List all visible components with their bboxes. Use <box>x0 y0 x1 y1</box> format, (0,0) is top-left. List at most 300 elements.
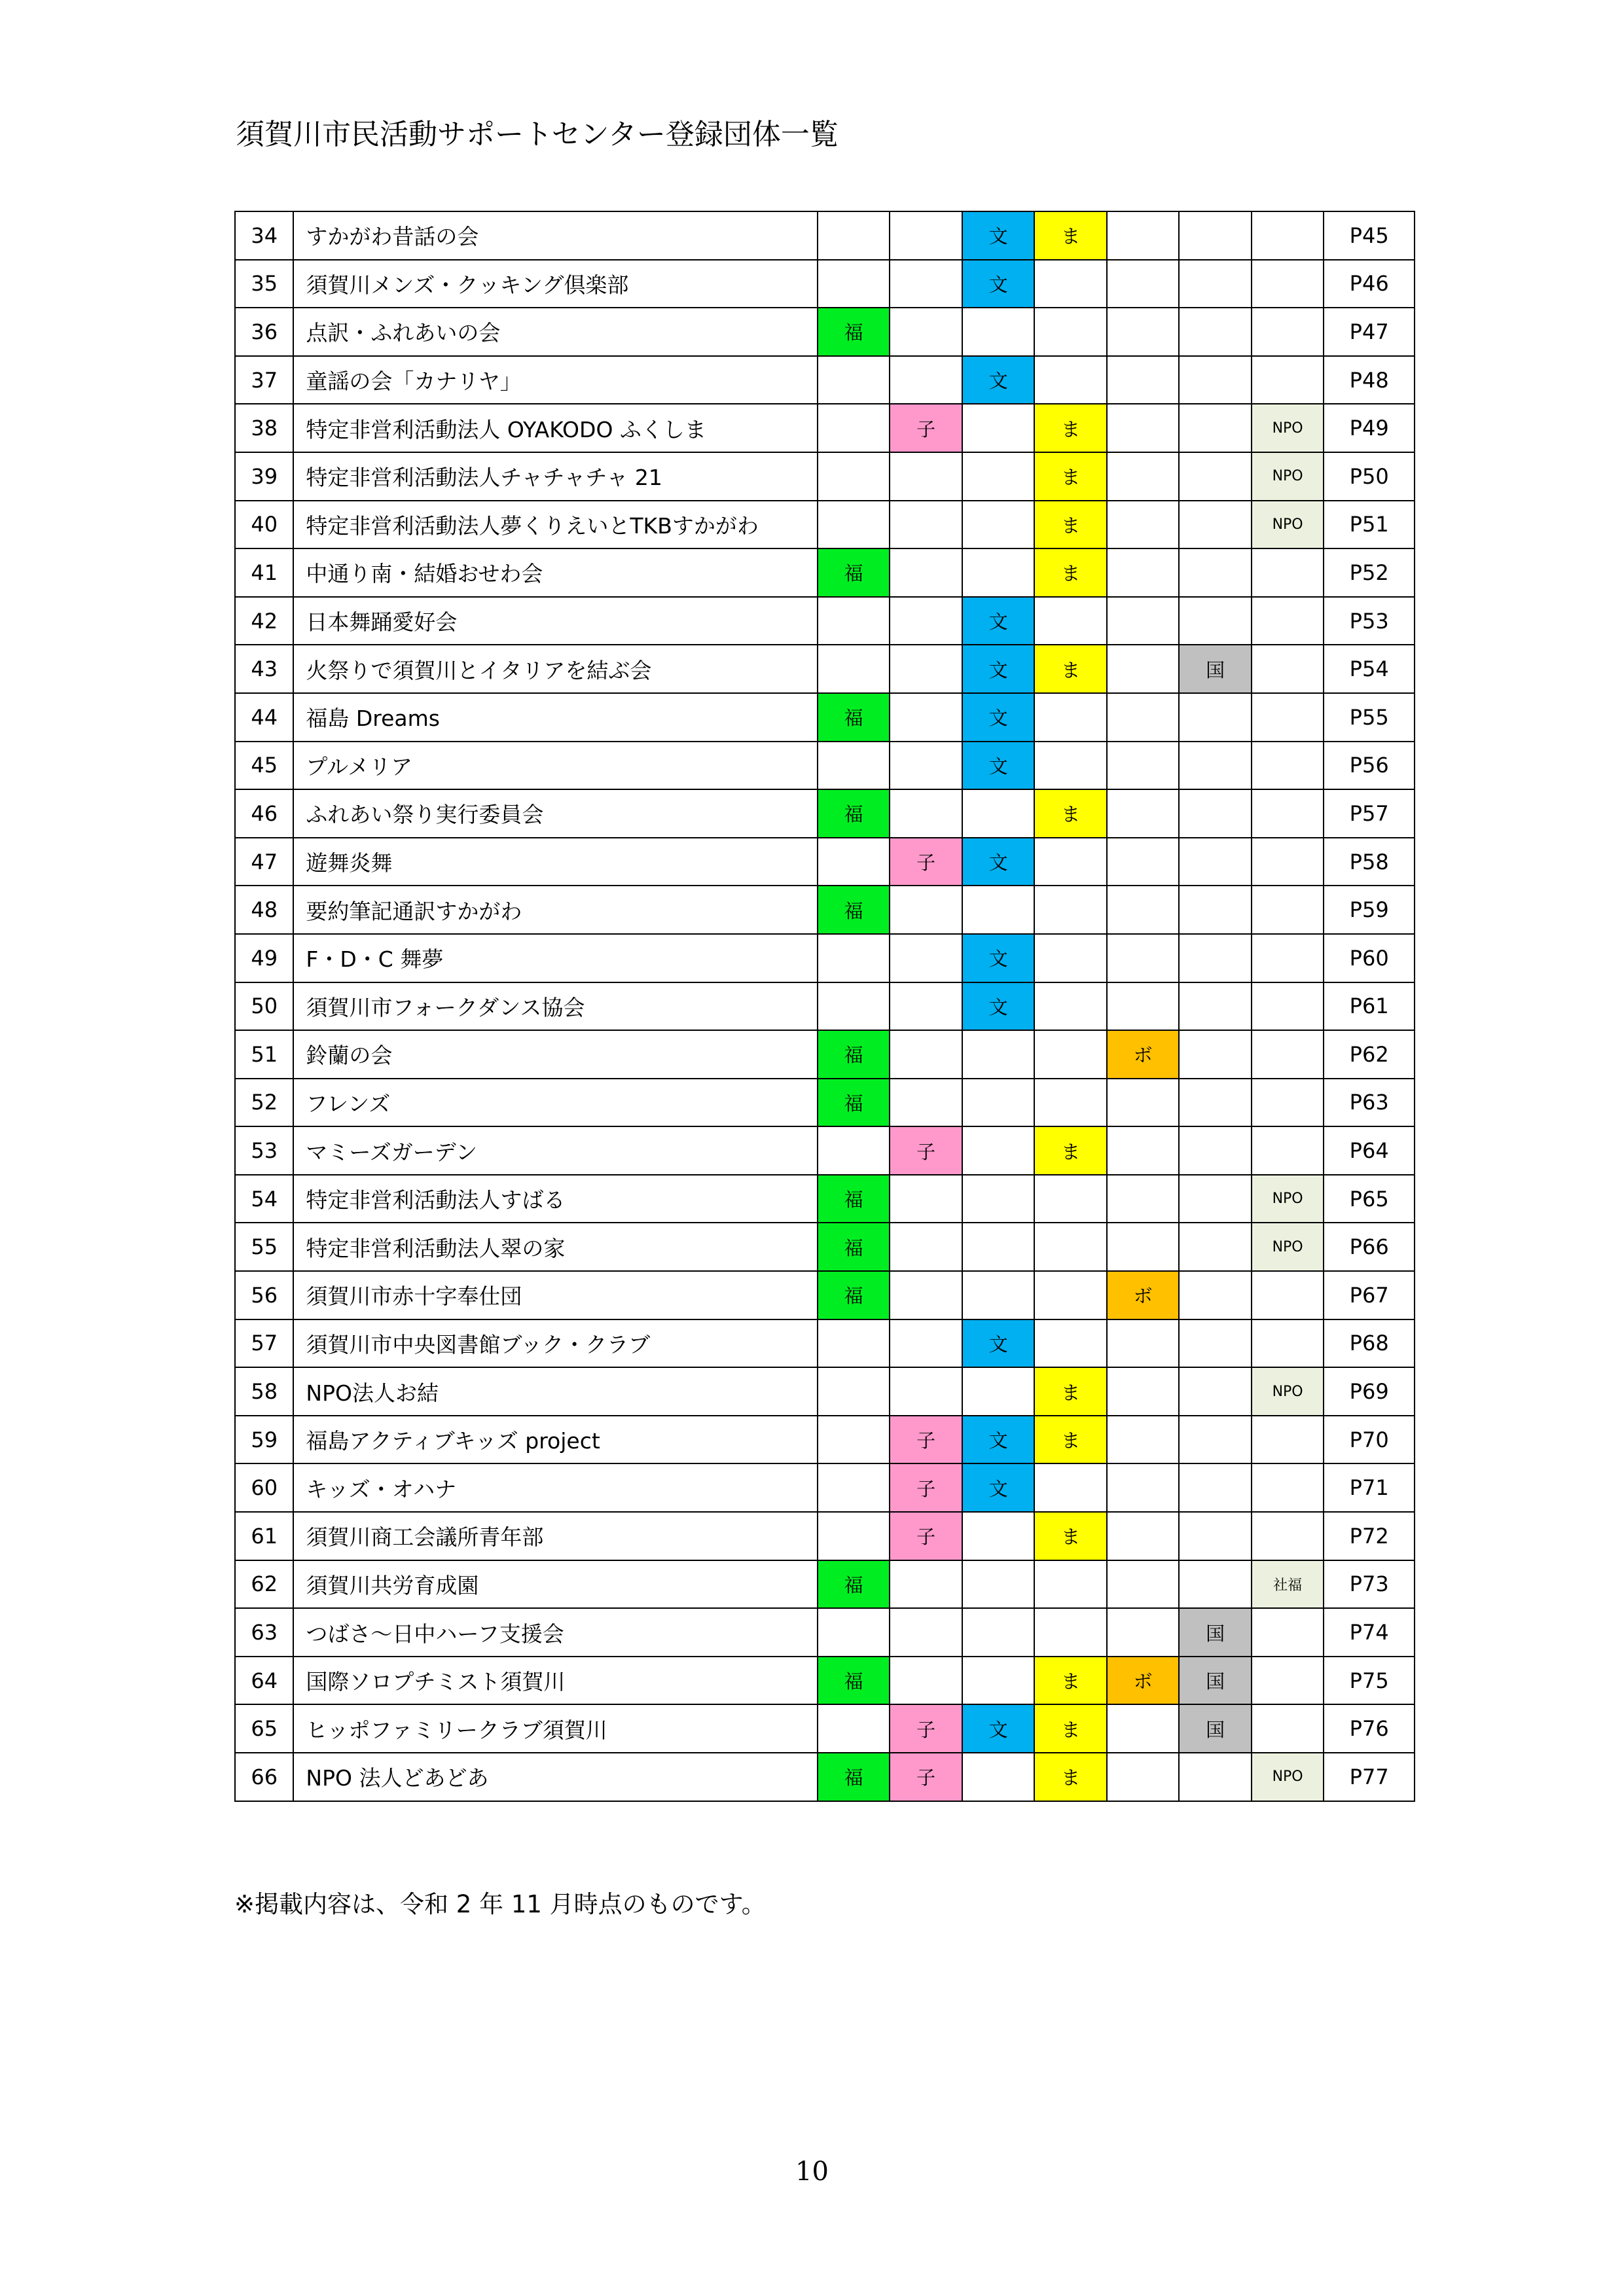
page-reference: P48 <box>1324 356 1415 404</box>
category-cell <box>962 1560 1034 1609</box>
category-cell <box>1179 886 1251 934</box>
category-cell: 文 <box>962 1416 1034 1464</box>
page-reference: P45 <box>1324 211 1415 260</box>
category-cell: NPO <box>1252 501 1324 549</box>
category-cell <box>1107 1560 1179 1609</box>
category-cell: 福 <box>818 548 890 597</box>
group-name: 遊舞炎舞 <box>293 838 818 886</box>
category-cell <box>1179 404 1251 452</box>
page-reference: P67 <box>1324 1271 1415 1319</box>
row-number: 49 <box>235 934 293 982</box>
category-cell <box>1034 1560 1106 1609</box>
category-cell: 国 <box>1179 645 1251 693</box>
group-name: 鈴蘭の会 <box>293 1030 818 1079</box>
category-cell <box>1179 1126 1251 1175</box>
page-reference: P64 <box>1324 1126 1415 1175</box>
category-cell <box>1107 404 1179 452</box>
table-row <box>235 1657 1415 1705</box>
category-cell <box>1034 1079 1106 1127</box>
category-cell <box>1252 838 1324 886</box>
table-row <box>235 1416 1415 1464</box>
row-number: 43 <box>235 645 293 693</box>
page-reference: P56 <box>1324 742 1415 790</box>
category-cell <box>1107 1608 1179 1657</box>
category-cell: NPO <box>1252 1175 1324 1223</box>
category-cell: ま <box>1034 404 1106 452</box>
group-name: マミーズガーデン <box>293 1126 818 1175</box>
group-name: 中通り南・結婚おせわ会 <box>293 548 818 597</box>
category-cell <box>890 886 962 934</box>
category-cell <box>818 645 890 693</box>
category-cell <box>1252 1319 1324 1368</box>
category-cell <box>962 789 1034 838</box>
category-cell <box>890 1030 962 1079</box>
page-reference: P52 <box>1324 548 1415 597</box>
page-number: 10 <box>795 2157 829 2187</box>
row-number: 39 <box>235 452 293 501</box>
category-cell <box>962 548 1034 597</box>
category-cell <box>1107 1079 1179 1127</box>
category-cell <box>1107 211 1179 260</box>
group-name: 国際ソロプチミスト須賀川 <box>293 1657 818 1705</box>
category-cell <box>890 982 962 1031</box>
category-cell <box>890 1367 962 1416</box>
table-row <box>235 1367 1415 1416</box>
category-cell <box>818 1416 890 1464</box>
category-cell <box>1107 452 1179 501</box>
category-cell <box>1107 838 1179 886</box>
category-cell <box>1107 1416 1179 1464</box>
row-number: 44 <box>235 693 293 742</box>
group-name: プルメリア <box>293 742 818 790</box>
page-reference: P46 <box>1324 260 1415 308</box>
category-cell: ま <box>1034 645 1106 693</box>
category-cell: NPO <box>1252 1753 1324 1801</box>
table-row <box>235 1704 1415 1753</box>
category-cell <box>818 934 890 982</box>
page-reference: P60 <box>1324 934 1415 982</box>
category-cell <box>1034 356 1106 404</box>
registered-groups-table <box>234 211 1415 1802</box>
group-name: NPO法人お結 <box>293 1367 818 1416</box>
category-cell <box>1034 838 1106 886</box>
row-number: 40 <box>235 501 293 549</box>
category-cell: 文 <box>962 693 1034 742</box>
category-cell <box>1179 1271 1251 1319</box>
group-name: 日本舞踊愛好会 <box>293 597 818 645</box>
page-reference: P58 <box>1324 838 1415 886</box>
category-cell <box>818 1463 890 1512</box>
table-row <box>235 693 1415 742</box>
category-cell <box>1179 1512 1251 1560</box>
category-cell <box>1034 1319 1106 1368</box>
category-cell <box>1179 1753 1251 1801</box>
category-cell: 子 <box>890 404 962 452</box>
page-reference: P55 <box>1324 693 1415 742</box>
category-cell <box>890 548 962 597</box>
row-number: 52 <box>235 1079 293 1127</box>
category-cell <box>1252 1126 1324 1175</box>
category-cell <box>818 404 890 452</box>
page-reference: P65 <box>1324 1175 1415 1223</box>
category-cell <box>962 1367 1034 1416</box>
group-name: 火祭りで須賀川とイタリアを結ぶ会 <box>293 645 818 693</box>
category-cell <box>1107 934 1179 982</box>
category-cell <box>1034 260 1106 308</box>
category-cell: 文 <box>962 260 1034 308</box>
row-number: 45 <box>235 742 293 790</box>
category-cell <box>1034 1223 1106 1271</box>
category-cell <box>1107 645 1179 693</box>
category-cell <box>1252 1416 1324 1464</box>
category-cell: 文 <box>962 982 1034 1031</box>
row-number: 37 <box>235 356 293 404</box>
category-cell <box>890 934 962 982</box>
table-row <box>235 404 1415 452</box>
category-cell <box>890 501 962 549</box>
category-cell <box>818 1704 890 1753</box>
category-cell <box>1179 1463 1251 1512</box>
category-cell <box>1179 501 1251 549</box>
category-cell <box>890 789 962 838</box>
category-cell: 国 <box>1179 1657 1251 1705</box>
footnote: ※掲載内容は、令和 2 年 11 月時点のものです。 <box>234 1890 766 1918</box>
category-cell <box>818 356 890 404</box>
category-cell <box>1107 597 1179 645</box>
page-reference: P69 <box>1324 1367 1415 1416</box>
category-cell <box>1107 1753 1179 1801</box>
row-number: 36 <box>235 308 293 356</box>
category-cell: ま <box>1034 1416 1106 1464</box>
category-cell <box>1107 1175 1179 1223</box>
category-cell: ま <box>1034 1704 1106 1753</box>
table-row <box>235 501 1415 549</box>
category-cell <box>890 1271 962 1319</box>
category-cell: 文 <box>962 1463 1034 1512</box>
category-cell <box>1034 1175 1106 1223</box>
category-cell <box>818 982 890 1031</box>
category-cell: NPO <box>1252 1223 1324 1271</box>
page-reference: P63 <box>1324 1079 1415 1127</box>
category-cell <box>818 838 890 886</box>
category-cell <box>818 211 890 260</box>
category-cell <box>1034 742 1106 790</box>
category-cell <box>1107 356 1179 404</box>
category-cell <box>1179 211 1251 260</box>
row-number: 51 <box>235 1030 293 1079</box>
group-name: キッズ・オハナ <box>293 1463 818 1512</box>
category-cell: 文 <box>962 645 1034 693</box>
category-cell: 福 <box>818 1030 890 1079</box>
group-name: 特定非営利活動法人チャチャチャ 21 <box>293 452 818 501</box>
group-name: 須賀川メンズ・クッキング倶楽部 <box>293 260 818 308</box>
category-cell <box>1107 693 1179 742</box>
category-cell <box>962 1079 1034 1127</box>
category-cell: 福 <box>818 308 890 356</box>
category-cell <box>1179 1030 1251 1079</box>
row-number: 59 <box>235 1416 293 1464</box>
row-number: 38 <box>235 404 293 452</box>
category-cell <box>818 1512 890 1560</box>
category-cell <box>1252 308 1324 356</box>
category-cell: 社福 <box>1252 1560 1324 1609</box>
category-cell <box>1252 982 1324 1031</box>
category-cell <box>890 1657 962 1705</box>
table-row <box>235 1753 1415 1801</box>
table-row <box>235 789 1415 838</box>
table-row <box>235 1271 1415 1319</box>
row-number: 53 <box>235 1126 293 1175</box>
category-cell <box>1179 1560 1251 1609</box>
category-cell <box>1107 1126 1179 1175</box>
row-number: 60 <box>235 1463 293 1512</box>
category-cell <box>1179 356 1251 404</box>
category-cell: ま <box>1034 1657 1106 1705</box>
row-number: 42 <box>235 597 293 645</box>
category-cell <box>1179 1416 1251 1464</box>
category-cell <box>1252 789 1324 838</box>
page-reference: P74 <box>1324 1608 1415 1657</box>
category-cell: 文 <box>962 838 1034 886</box>
category-cell <box>1034 597 1106 645</box>
group-name: 童謡の会「カナリヤ」 <box>293 356 818 404</box>
page-reference: P54 <box>1324 645 1415 693</box>
category-cell <box>1107 1463 1179 1512</box>
category-cell: 文 <box>962 597 1034 645</box>
row-number: 55 <box>235 1223 293 1271</box>
category-cell <box>962 404 1034 452</box>
category-cell <box>890 260 962 308</box>
category-cell <box>1107 1704 1179 1753</box>
category-cell <box>890 356 962 404</box>
group-name: 須賀川市赤十字奉仕団 <box>293 1271 818 1319</box>
page-reference: P62 <box>1324 1030 1415 1079</box>
group-name: NPO 法人どあどあ <box>293 1753 818 1801</box>
row-number: 64 <box>235 1657 293 1705</box>
category-cell <box>1034 1608 1106 1657</box>
page-reference: P51 <box>1324 501 1415 549</box>
category-cell <box>1252 548 1324 597</box>
category-cell <box>1034 693 1106 742</box>
row-number: 63 <box>235 1608 293 1657</box>
category-cell <box>1252 1463 1324 1512</box>
category-cell <box>1107 1223 1179 1271</box>
category-cell <box>1179 1319 1251 1368</box>
table-row <box>235 1223 1415 1271</box>
category-cell <box>890 645 962 693</box>
category-cell <box>1252 356 1324 404</box>
category-cell <box>962 1657 1034 1705</box>
row-number: 61 <box>235 1512 293 1560</box>
category-cell: 福 <box>818 789 890 838</box>
table-row <box>235 982 1415 1031</box>
category-cell <box>962 452 1034 501</box>
page-reference: P72 <box>1324 1512 1415 1560</box>
page-reference: P70 <box>1324 1416 1415 1464</box>
group-name: 特定非営利活動法人 OYAKODO ふくしま <box>293 404 818 452</box>
category-cell <box>890 597 962 645</box>
category-cell <box>890 1608 962 1657</box>
category-cell: 文 <box>962 356 1034 404</box>
category-cell <box>1179 260 1251 308</box>
category-cell <box>890 742 962 790</box>
category-cell: 福 <box>818 1223 890 1271</box>
category-cell <box>1107 1319 1179 1368</box>
category-cell: 福 <box>818 886 890 934</box>
category-cell <box>1179 1079 1251 1127</box>
category-cell: 国 <box>1179 1608 1251 1657</box>
category-cell <box>1252 1030 1324 1079</box>
category-cell <box>890 1560 962 1609</box>
category-cell <box>1179 982 1251 1031</box>
category-cell: 文 <box>962 1319 1034 1368</box>
category-cell: ま <box>1034 211 1106 260</box>
row-number: 66 <box>235 1753 293 1801</box>
category-cell <box>818 1367 890 1416</box>
category-cell: 文 <box>962 742 1034 790</box>
category-cell <box>962 1753 1034 1801</box>
category-cell <box>1034 886 1106 934</box>
page-reference: P61 <box>1324 982 1415 1031</box>
category-cell: ま <box>1034 548 1106 597</box>
page-reference: P66 <box>1324 1223 1415 1271</box>
category-cell <box>1252 1512 1324 1560</box>
category-cell <box>962 308 1034 356</box>
category-cell <box>962 1223 1034 1271</box>
page-reference: P50 <box>1324 452 1415 501</box>
category-cell <box>1252 886 1324 934</box>
category-cell <box>1252 597 1324 645</box>
category-cell: 福 <box>818 1753 890 1801</box>
category-cell: 子 <box>890 1512 962 1560</box>
category-cell <box>890 452 962 501</box>
page-reference: P57 <box>1324 789 1415 838</box>
category-cell <box>818 742 890 790</box>
category-cell <box>962 501 1034 549</box>
category-cell <box>1179 1367 1251 1416</box>
category-cell: 福 <box>818 1657 890 1705</box>
category-cell: ま <box>1034 501 1106 549</box>
group-name: 特定非営利活動法人翠の家 <box>293 1223 818 1271</box>
category-cell: 福 <box>818 1271 890 1319</box>
row-number: 65 <box>235 1704 293 1753</box>
category-cell <box>1107 501 1179 549</box>
table-row <box>235 356 1415 404</box>
page-reference: P49 <box>1324 404 1415 452</box>
category-cell: NPO <box>1252 404 1324 452</box>
category-cell: 福 <box>818 693 890 742</box>
category-cell <box>1179 693 1251 742</box>
group-name: 須賀川市フォークダンス協会 <box>293 982 818 1031</box>
category-cell <box>1107 886 1179 934</box>
category-cell <box>1034 982 1106 1031</box>
category-cell <box>1107 1512 1179 1560</box>
category-cell <box>890 1079 962 1127</box>
category-cell <box>1252 1704 1324 1753</box>
table-row <box>235 597 1415 645</box>
category-cell <box>1252 211 1324 260</box>
category-cell <box>1179 597 1251 645</box>
category-cell: 国 <box>1179 1704 1251 1753</box>
category-cell <box>1107 1367 1179 1416</box>
category-cell <box>1107 308 1179 356</box>
row-number: 54 <box>235 1175 293 1223</box>
category-cell: 子 <box>890 1704 962 1753</box>
row-number: 35 <box>235 260 293 308</box>
document-title: 須賀川市民活動サポートセンター登録団体一覧 <box>236 118 839 151</box>
category-cell: 子 <box>890 838 962 886</box>
table-row <box>235 1463 1415 1512</box>
group-name: ヒッポファミリークラブ須賀川 <box>293 1704 818 1753</box>
category-cell: 子 <box>890 1126 962 1175</box>
group-name: F・D・C 舞夢 <box>293 934 818 982</box>
category-cell: 文 <box>962 934 1034 982</box>
page-reference: P73 <box>1324 1560 1415 1609</box>
category-cell: 福 <box>818 1560 890 1609</box>
category-cell: 福 <box>818 1079 890 1127</box>
table-row <box>235 308 1415 356</box>
category-cell <box>818 1126 890 1175</box>
category-cell <box>818 597 890 645</box>
category-cell <box>1179 789 1251 838</box>
table-row <box>235 548 1415 597</box>
category-cell: ま <box>1034 1367 1106 1416</box>
category-cell <box>1252 693 1324 742</box>
category-cell <box>1034 1030 1106 1079</box>
category-cell: ま <box>1034 1753 1106 1801</box>
category-cell <box>1034 1271 1106 1319</box>
category-cell <box>1179 548 1251 597</box>
category-cell: ボ <box>1107 1271 1179 1319</box>
category-cell <box>1179 934 1251 982</box>
category-cell <box>818 501 890 549</box>
category-cell <box>890 693 962 742</box>
category-cell: 子 <box>890 1463 962 1512</box>
group-name: 特定非営利活動法人すばる <box>293 1175 818 1223</box>
row-number: 62 <box>235 1560 293 1609</box>
group-name: 点訳・ふれあいの会 <box>293 308 818 356</box>
category-cell <box>890 1175 962 1223</box>
page-reference: P71 <box>1324 1463 1415 1512</box>
row-number: 57 <box>235 1319 293 1368</box>
category-cell <box>1252 742 1324 790</box>
category-cell <box>1252 1079 1324 1127</box>
category-cell <box>1179 1175 1251 1223</box>
category-cell <box>1107 982 1179 1031</box>
category-cell <box>890 1319 962 1368</box>
category-cell: 福 <box>818 1175 890 1223</box>
table-row <box>235 452 1415 501</box>
table-row <box>235 1560 1415 1609</box>
table-row <box>235 1030 1415 1079</box>
category-cell <box>890 308 962 356</box>
category-cell <box>1034 308 1106 356</box>
table-row <box>235 934 1415 982</box>
category-cell <box>962 886 1034 934</box>
row-number: 41 <box>235 548 293 597</box>
category-cell <box>962 1512 1034 1560</box>
category-cell <box>1252 1271 1324 1319</box>
table-body <box>235 211 1415 1801</box>
page-reference: P47 <box>1324 308 1415 356</box>
table-row <box>235 211 1415 260</box>
category-cell: ま <box>1034 1512 1106 1560</box>
table-row <box>235 1175 1415 1223</box>
category-cell <box>1179 838 1251 886</box>
category-cell <box>1179 1223 1251 1271</box>
category-cell <box>818 260 890 308</box>
category-cell <box>1252 1657 1324 1705</box>
